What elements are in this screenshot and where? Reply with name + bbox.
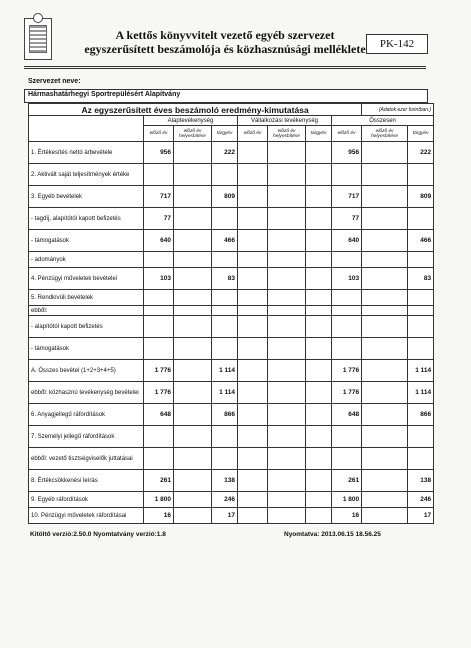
- value-cell: [408, 426, 434, 448]
- value-cell: [332, 252, 362, 268]
- print-timestamp: Nyomtatva: 2013.06.15 18.56.25: [284, 531, 381, 538]
- org-name: Hármashatárhegyi Sportrepülésért Alapítvány: [28, 91, 181, 98]
- value-cell: [306, 316, 332, 338]
- value-cell: [174, 306, 212, 316]
- value-cell: [212, 252, 238, 268]
- value-cell: [212, 426, 238, 448]
- value-cell: 77: [332, 208, 362, 230]
- value-cell: 16: [144, 508, 174, 524]
- value-cell: [362, 470, 408, 492]
- value-cell: [174, 338, 212, 360]
- value-cell: 103: [332, 268, 362, 290]
- value-cell: [212, 306, 238, 316]
- value-cell: 1 114: [212, 360, 238, 382]
- row-label: 10. Pénzügyi műveletek ráfordításai: [29, 508, 144, 524]
- value-cell: [238, 426, 268, 448]
- value-cell: [268, 338, 306, 360]
- table-row: [29, 290, 434, 306]
- value-cell: 640: [332, 230, 362, 252]
- value-cell: [306, 404, 332, 426]
- divider: [24, 66, 426, 67]
- column-header: előző év helyesbítése: [268, 126, 306, 142]
- value-cell: [144, 316, 174, 338]
- value-cell: [268, 252, 306, 268]
- table-row: [29, 252, 434, 268]
- value-cell: [408, 448, 434, 470]
- value-cell: [362, 448, 408, 470]
- table-row: [29, 338, 434, 360]
- value-cell: [332, 338, 362, 360]
- value-cell: [212, 208, 238, 230]
- row-label: 2. Aktivált saját teljesítmények értéke: [29, 164, 144, 186]
- value-cell: [362, 142, 408, 164]
- value-cell: [238, 448, 268, 470]
- value-cell: 648: [144, 404, 174, 426]
- value-cell: 717: [144, 186, 174, 208]
- value-cell: [306, 360, 332, 382]
- value-cell: [332, 448, 362, 470]
- value-cell: [268, 164, 306, 186]
- value-cell: 83: [212, 268, 238, 290]
- value-cell: [306, 142, 332, 164]
- value-cell: [212, 164, 238, 186]
- value-cell: [238, 492, 268, 508]
- value-cell: [362, 360, 408, 382]
- value-cell: [238, 470, 268, 492]
- value-cell: [144, 338, 174, 360]
- value-cell: [268, 208, 306, 230]
- value-cell: 246: [212, 492, 238, 508]
- value-cell: 866: [212, 404, 238, 426]
- table-row: [29, 426, 434, 448]
- value-cell: [362, 230, 408, 252]
- value-cell: [238, 252, 268, 268]
- value-cell: [268, 360, 306, 382]
- column-header: tárgyév: [306, 126, 332, 142]
- row-label: 8. Értékcsökkenési leírás: [29, 470, 144, 492]
- value-cell: [174, 290, 212, 306]
- value-cell: [174, 508, 212, 524]
- value-cell: [332, 426, 362, 448]
- value-cell: 809: [212, 186, 238, 208]
- value-cell: [362, 426, 408, 448]
- value-cell: 261: [332, 470, 362, 492]
- value-cell: 1 114: [212, 382, 238, 404]
- value-cell: [362, 404, 408, 426]
- value-cell: [306, 186, 332, 208]
- value-cell: 466: [408, 230, 434, 252]
- column-header: előző év helyesbítése: [174, 126, 212, 142]
- value-cell: 222: [212, 142, 238, 164]
- value-cell: 138: [408, 470, 434, 492]
- value-cell: [212, 316, 238, 338]
- value-cell: [174, 142, 212, 164]
- value-cell: [238, 186, 268, 208]
- value-cell: [268, 306, 306, 316]
- value-cell: 17: [212, 508, 238, 524]
- value-cell: [238, 338, 268, 360]
- value-cell: [408, 290, 434, 306]
- unit-note: (Adatok ezer forintban.): [362, 104, 434, 116]
- column-header: előző év: [238, 126, 268, 142]
- org-name-field: [24, 89, 428, 103]
- value-cell: [306, 382, 332, 404]
- value-cell: [174, 360, 212, 382]
- table-row: [29, 142, 434, 164]
- value-cell: [238, 404, 268, 426]
- value-cell: [408, 338, 434, 360]
- group-header: Alaptevékenység: [144, 116, 238, 126]
- value-cell: 77: [144, 208, 174, 230]
- table-row: [29, 470, 434, 492]
- value-cell: 1 776: [332, 382, 362, 404]
- value-cell: [238, 208, 268, 230]
- value-cell: [306, 164, 332, 186]
- value-cell: 1 776: [144, 360, 174, 382]
- row-label: ebből:: [29, 306, 144, 316]
- value-cell: [332, 306, 362, 316]
- row-label: - tagdíj, alapítótól kapott befizetés: [29, 208, 144, 230]
- value-cell: 1 800: [144, 492, 174, 508]
- form-code: PK-142: [366, 34, 428, 54]
- value-cell: 138: [212, 470, 238, 492]
- value-cell: [268, 492, 306, 508]
- table-row: [29, 208, 434, 230]
- column-header: tárgyév: [212, 126, 238, 142]
- value-cell: [174, 252, 212, 268]
- value-cell: 866: [408, 404, 434, 426]
- value-cell: [212, 448, 238, 470]
- value-cell: [362, 208, 408, 230]
- value-cell: [306, 508, 332, 524]
- value-cell: [174, 316, 212, 338]
- value-cell: [408, 208, 434, 230]
- value-cell: [144, 252, 174, 268]
- group-header-row: [29, 116, 434, 126]
- row-label: - adományok: [29, 252, 144, 268]
- value-cell: 648: [332, 404, 362, 426]
- table-title-row: [29, 104, 434, 116]
- value-cell: [408, 306, 434, 316]
- value-cell: [238, 360, 268, 382]
- value-cell: [408, 164, 434, 186]
- table-row: [29, 508, 434, 524]
- value-cell: 717: [332, 186, 362, 208]
- column-header: tárgyév: [408, 126, 434, 142]
- value-cell: [174, 268, 212, 290]
- value-cell: [268, 316, 306, 338]
- value-cell: 222: [408, 142, 434, 164]
- group-header: Összesen: [332, 116, 434, 126]
- value-cell: 956: [332, 142, 362, 164]
- coat-of-arms-icon: [24, 18, 52, 60]
- table-row: [29, 316, 434, 338]
- value-cell: [408, 252, 434, 268]
- table-row: [29, 360, 434, 382]
- table-row: [29, 306, 434, 316]
- value-cell: 466: [212, 230, 238, 252]
- table-row: [29, 230, 434, 252]
- value-cell: [144, 306, 174, 316]
- row-label: 6. Anyagjellegű ráfordítások: [29, 404, 144, 426]
- value-cell: [212, 338, 238, 360]
- value-cell: [306, 306, 332, 316]
- table-title: Az egyszerűsített éves beszámoló eredmény-kimutatása: [29, 104, 362, 116]
- value-cell: 17: [408, 508, 434, 524]
- row-label: ebből: közhasznú tevékenység bevételei: [29, 382, 144, 404]
- value-cell: [306, 230, 332, 252]
- row-label: 3. Egyéb bevételek: [29, 186, 144, 208]
- column-header: előző év helyesbítése: [362, 126, 408, 142]
- value-cell: [144, 290, 174, 306]
- group-header: Vállalkozási tevékenység: [238, 116, 332, 126]
- value-cell: [174, 186, 212, 208]
- value-cell: [238, 268, 268, 290]
- table-row: [29, 268, 434, 290]
- divider: [24, 68, 426, 69]
- value-cell: [408, 316, 434, 338]
- version-info: Kitöltő verzió:2.50.0 Nyomtatvány verzió:1.8: [30, 531, 166, 538]
- value-cell: [332, 290, 362, 306]
- value-cell: [174, 426, 212, 448]
- table-row: [29, 448, 434, 470]
- value-cell: [174, 404, 212, 426]
- value-cell: [174, 164, 212, 186]
- value-cell: [212, 290, 238, 306]
- column-header: előző év: [144, 126, 174, 142]
- value-cell: [362, 508, 408, 524]
- value-cell: [268, 470, 306, 492]
- value-cell: [306, 268, 332, 290]
- value-cell: [238, 142, 268, 164]
- value-cell: [238, 382, 268, 404]
- value-cell: [238, 316, 268, 338]
- value-cell: [268, 448, 306, 470]
- table-row: [29, 186, 434, 208]
- value-cell: 1 114: [408, 382, 434, 404]
- value-cell: [362, 316, 408, 338]
- value-cell: [306, 252, 332, 268]
- row-label: A. Összes bevétel (1+2+3+4+5): [29, 360, 144, 382]
- row-label: - alapítótól kapott befizetés: [29, 316, 144, 338]
- value-cell: [362, 268, 408, 290]
- value-cell: 103: [144, 268, 174, 290]
- value-cell: [362, 382, 408, 404]
- value-cell: [332, 316, 362, 338]
- value-cell: [362, 290, 408, 306]
- table-row: [29, 404, 434, 426]
- row-label: ebből: vezető tisztségviselők juttatásai: [29, 448, 144, 470]
- value-cell: [306, 338, 332, 360]
- value-cell: [268, 142, 306, 164]
- value-cell: [268, 508, 306, 524]
- value-cell: [306, 208, 332, 230]
- row-label: 1. Értékesítés nettó árbevétele: [29, 142, 144, 164]
- value-cell: [174, 470, 212, 492]
- value-cell: [362, 338, 408, 360]
- column-header: előző év: [332, 126, 362, 142]
- value-cell: 1 776: [144, 382, 174, 404]
- value-cell: [144, 448, 174, 470]
- value-cell: 246: [408, 492, 434, 508]
- value-cell: [362, 164, 408, 186]
- value-cell: [306, 426, 332, 448]
- value-cell: 1 776: [332, 360, 362, 382]
- value-cell: [144, 426, 174, 448]
- value-cell: [268, 230, 306, 252]
- value-cell: [144, 164, 174, 186]
- value-cell: [306, 492, 332, 508]
- table-row: [29, 492, 434, 508]
- row-label: 9. Egyéb ráfordítások: [29, 492, 144, 508]
- value-cell: 640: [144, 230, 174, 252]
- row-label: 5. Rendkívüli bevételek: [29, 290, 144, 306]
- value-cell: 809: [408, 186, 434, 208]
- row-label: - támogatások: [29, 230, 144, 252]
- value-cell: [362, 252, 408, 268]
- value-cell: [268, 290, 306, 306]
- value-cell: [174, 492, 212, 508]
- value-cell: [238, 164, 268, 186]
- value-cell: [306, 448, 332, 470]
- value-cell: 83: [408, 268, 434, 290]
- row-label: - támogatások: [29, 338, 144, 360]
- value-cell: [306, 470, 332, 492]
- value-cell: 1 800: [332, 492, 362, 508]
- value-cell: [238, 290, 268, 306]
- value-cell: [306, 290, 332, 306]
- value-cell: [332, 164, 362, 186]
- value-cell: 956: [144, 142, 174, 164]
- value-cell: [268, 186, 306, 208]
- row-label: 4. Pénzügyi műveletek bevételei: [29, 268, 144, 290]
- value-cell: [268, 382, 306, 404]
- value-cell: [362, 186, 408, 208]
- row-label: 7. Személyi jellegű ráfordítások: [29, 426, 144, 448]
- value-cell: [268, 268, 306, 290]
- value-cell: [174, 230, 212, 252]
- value-cell: [174, 208, 212, 230]
- value-cell: [268, 426, 306, 448]
- value-cell: [174, 382, 212, 404]
- table-row: [29, 382, 434, 404]
- table-row: [29, 164, 434, 186]
- value-cell: [362, 306, 408, 316]
- value-cell: [238, 230, 268, 252]
- value-cell: [268, 404, 306, 426]
- value-cell: 261: [144, 470, 174, 492]
- value-cell: [362, 492, 408, 508]
- value-cell: [238, 306, 268, 316]
- value-cell: 16: [332, 508, 362, 524]
- income-statement-table: [28, 103, 434, 524]
- value-cell: [238, 508, 268, 524]
- value-cell: [174, 448, 212, 470]
- value-cell: 1 114: [408, 360, 434, 382]
- form-title: A kettős könyvvitelt vezető egyéb szervezet egyszerűsített beszámolója és közhasznúsági melléklete: [84, 28, 366, 56]
- org-label: Szervezet neve:: [28, 78, 81, 85]
